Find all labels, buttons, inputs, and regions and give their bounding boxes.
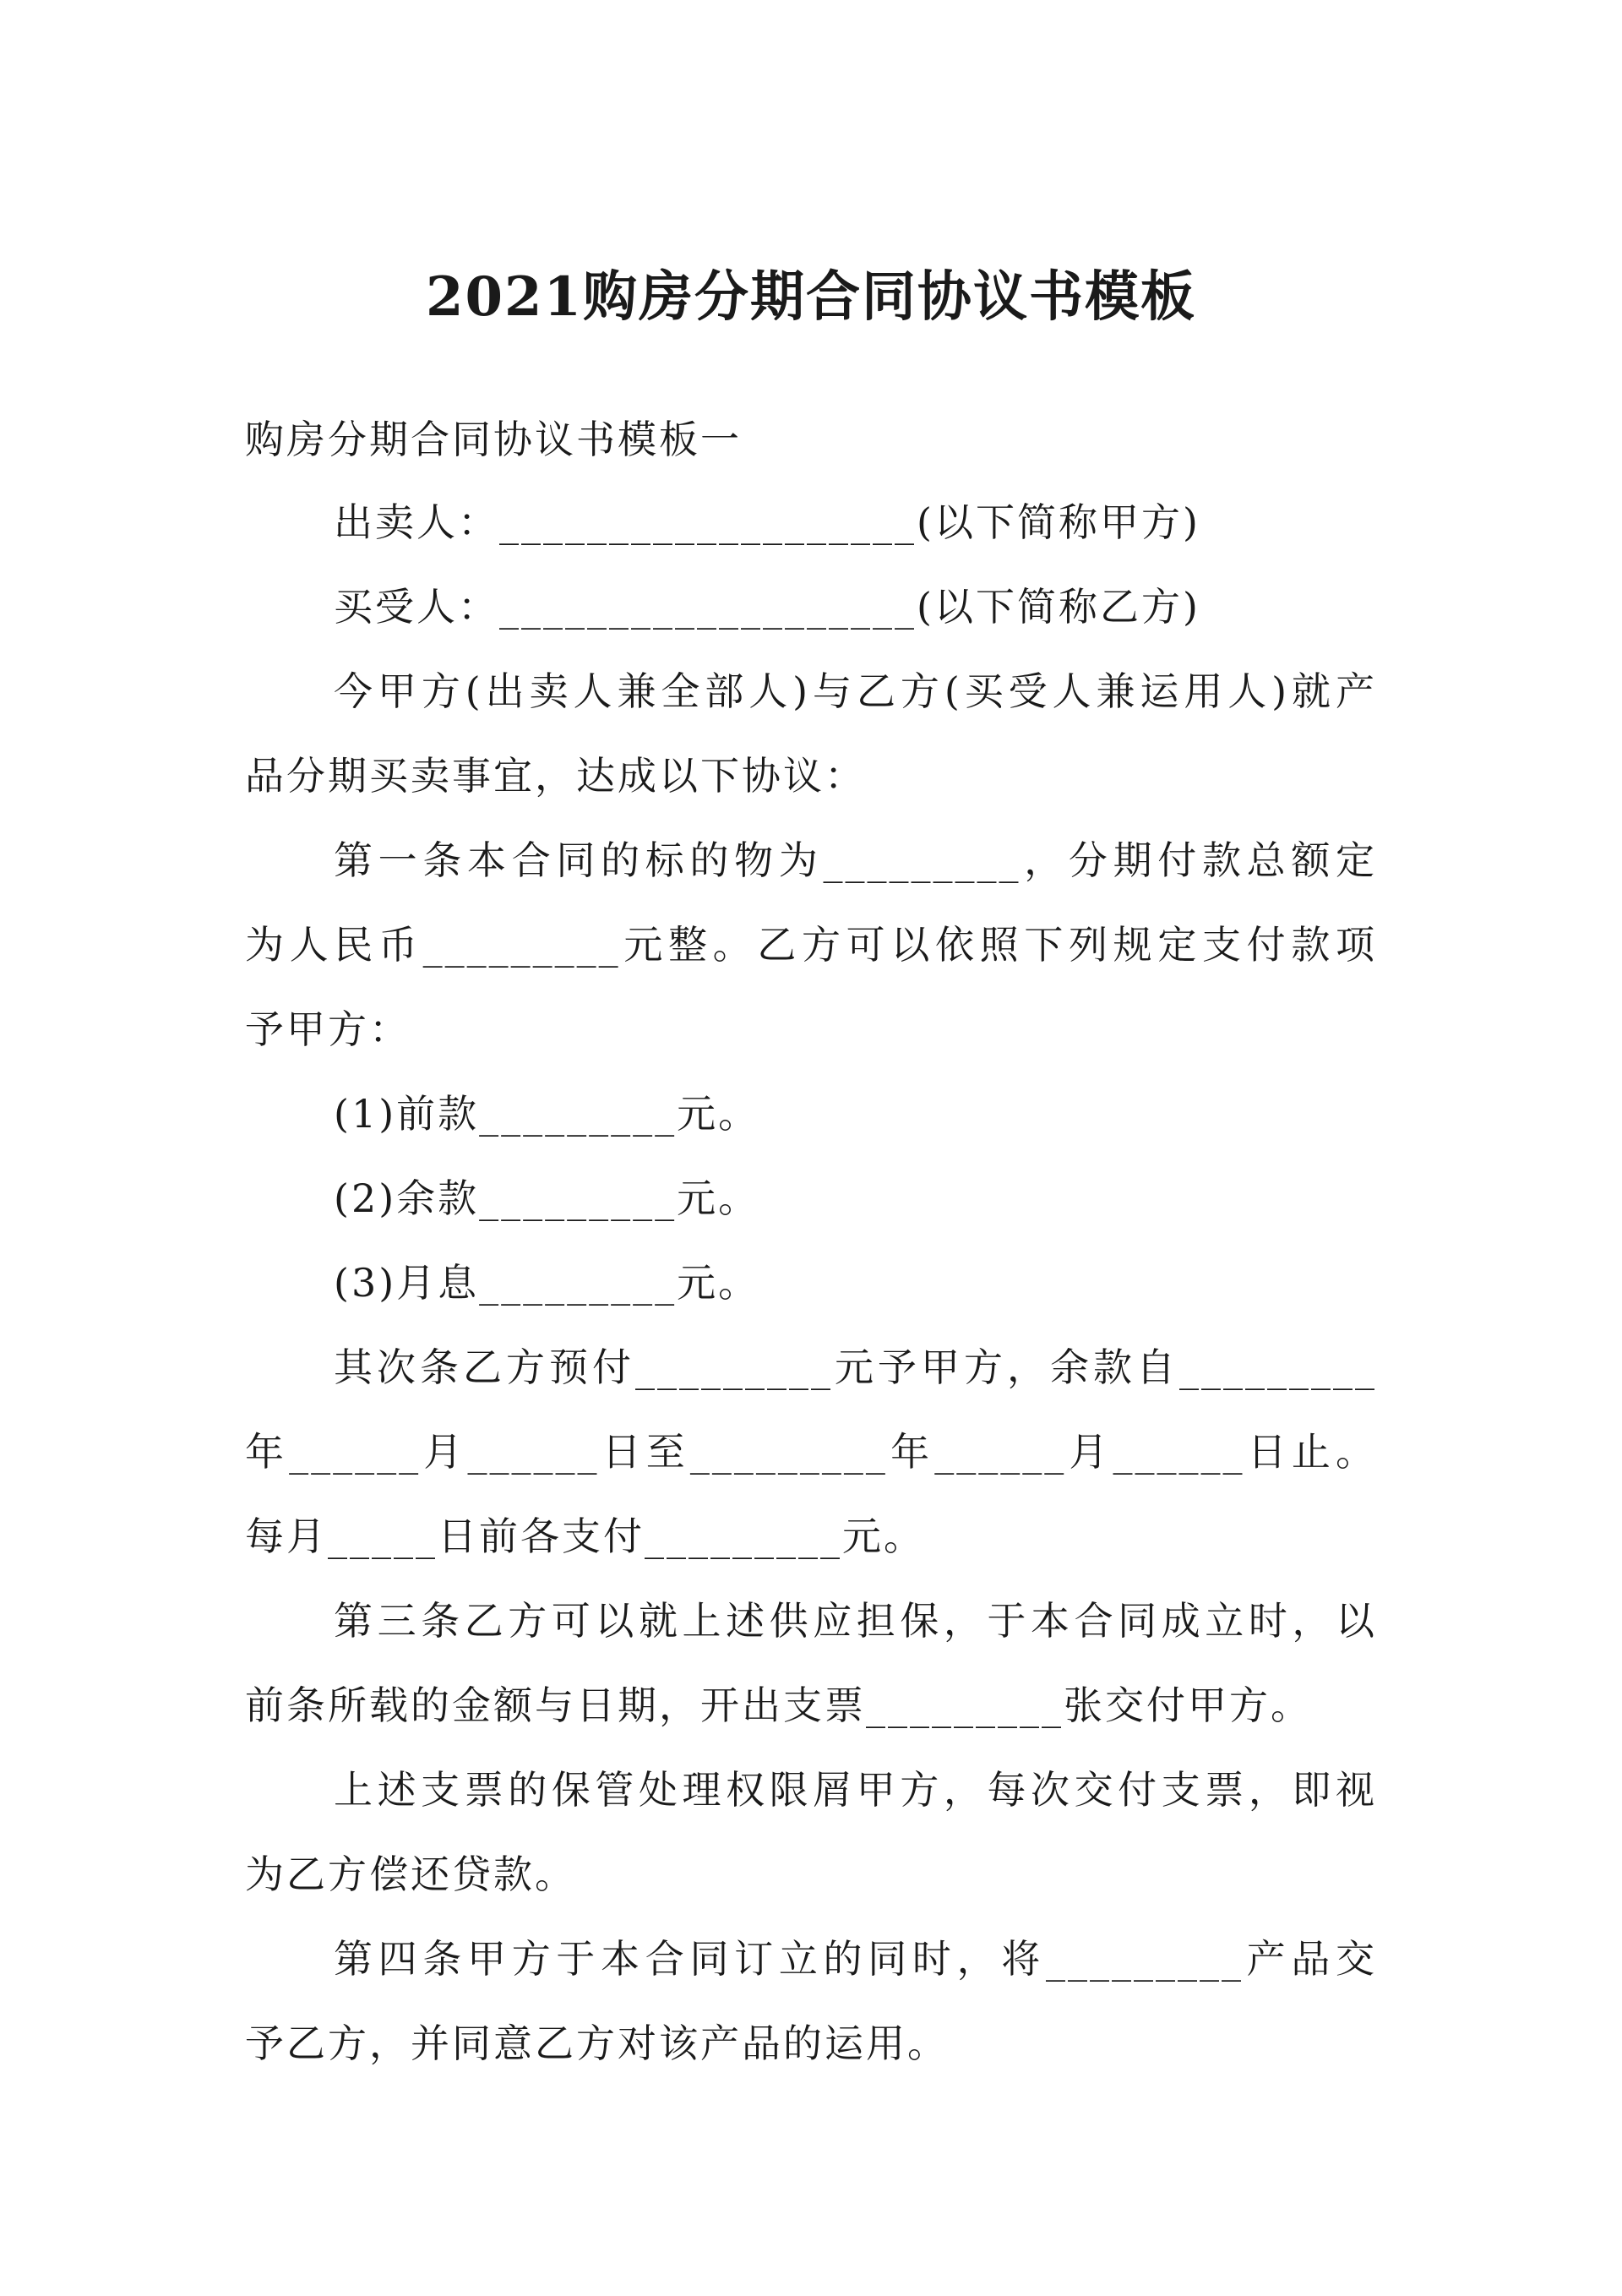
paragraph-line: 今甲方(出卖人兼全部人)与乙方(买受人兼运用人)就产 [334,668,1377,714]
paragraph-line: 第一条本合同的标的物为_________，分期付款总额定 [334,837,1377,883]
paragraph-line: 前条所载的金额与日期，开出支票_________张交付甲方。 [245,1682,1312,1728]
list-item: (2)余款_________元。 [334,1175,760,1221]
paragraph-line: 予甲方： [245,1006,411,1052]
list-item: (1)前款_________元。 [334,1091,760,1137]
paragraph-line: 其次条乙方预付_________元予甲方，余款自_________ [334,1344,1377,1390]
paragraph-line: 上述支票的保管处理权限屑甲方，每次交付支票，即视 [334,1767,1377,1813]
section-heading: 购房分期合同协议书模板一 [245,417,742,462]
paragraph-line: 第三条乙方可以就上述供应担保，于本合同成立时，以 [334,1598,1377,1644]
paragraph-line: 第四条甲方于本合同订立的同时，将_________产品交 [334,1936,1377,1982]
paragraph-line: 品分期买卖事宜，达成以下协议： [245,753,866,799]
buyer-line: 买受人：___________________(以下简称乙方) [334,584,1200,630]
paragraph-line: 予乙方，并同意乙方对该产品的运用。 [245,2021,949,2066]
paragraph-line: 年______月______日至_________年______月______日止。 [245,1429,1377,1475]
paragraph-line: 为乙方偿还贷款。 [245,1852,576,1897]
list-item: (3)月息_________元。 [334,1260,760,1306]
seller-line: 出卖人：___________________(以下简称甲方) [334,499,1200,545]
paragraph-line: 为人民币_________元整。乙方可以依照下列规定支付款项 [245,922,1377,968]
document-title: 2021购房分期合同协议书模板 [425,265,1197,329]
paragraph-line: 每月_____日前各支付_________元。 [245,1513,925,1559]
